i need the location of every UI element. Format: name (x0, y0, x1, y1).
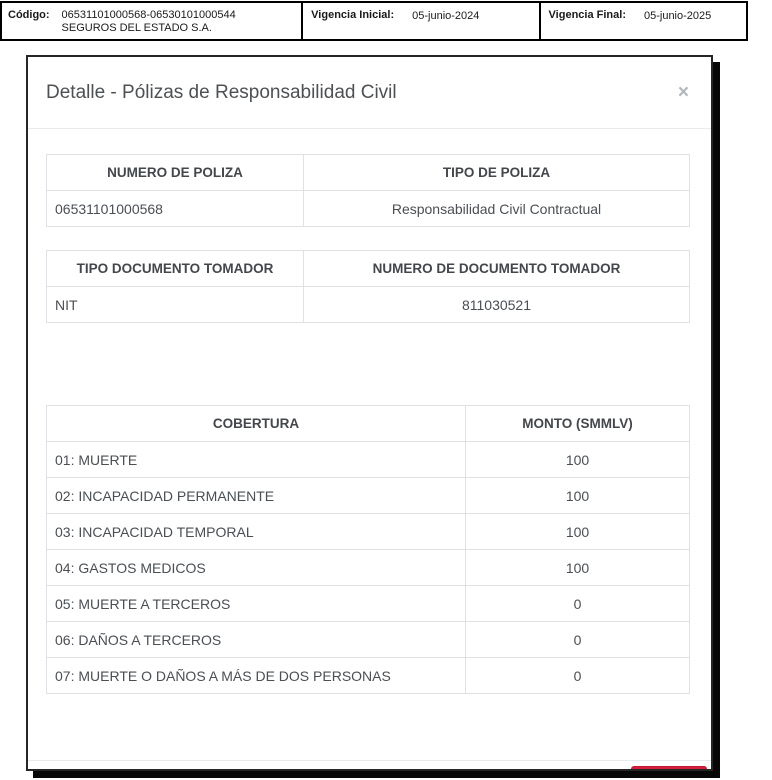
col-header-numero-poliza: NUMERO DE POLIZA (47, 155, 304, 191)
vigencia-inicial-cell (301, 3, 538, 39)
document-header (0, 1, 748, 41)
modal-footer (28, 760, 711, 771)
vigencia-final-cell (539, 3, 746, 39)
table-row (47, 191, 690, 227)
tipo-poliza-value: Responsabilidad Civil Contractual (304, 191, 690, 227)
col-header-monto: MONTO (SMMLV) (466, 406, 690, 442)
cobertura-label: 04: GASTOS MEDICOS (47, 550, 466, 586)
table-row (47, 442, 690, 478)
numero-documento-value: 811030521 (304, 287, 690, 323)
table-row (47, 287, 690, 323)
monto-value: 100 (466, 442, 690, 478)
insurer-name: SEGUROS DEL ESTADO S.A. (61, 22, 212, 34)
table-row (47, 478, 690, 514)
cobertura-label: 01: MUERTE (47, 442, 466, 478)
cobertura-label: 06: DAÑOS A TERCEROS (47, 622, 466, 658)
modal-header (28, 57, 711, 129)
monto-value: 100 (466, 514, 690, 550)
codigo-label: Código: (8, 9, 50, 21)
table-row (47, 586, 690, 622)
tomador-table (46, 250, 690, 323)
poliza-table (46, 154, 690, 227)
table-row (47, 622, 690, 658)
tipo-documento-value: NIT (47, 287, 304, 323)
monto-value: 0 (466, 586, 690, 622)
vigencia-inicial-value: 05-junio-2024 (412, 9, 480, 22)
cobertura-label: 05: MUERTE A TERCEROS (47, 586, 466, 622)
cobertura-label: 03: INCAPACIDAD TEMPORAL (47, 514, 466, 550)
monto-value: 100 (466, 550, 690, 586)
monto-value: 0 (466, 622, 690, 658)
cobertura-label: 02: INCAPACIDAD PERMANENTE (47, 478, 466, 514)
table-row (47, 514, 690, 550)
monto-value: 100 (466, 478, 690, 514)
footer-close-button[interactable] (631, 766, 707, 771)
col-header-numero-documento: NUMERO DE DOCUMENTO TOMADOR (304, 251, 690, 287)
table-row (47, 550, 690, 586)
table-header-row (47, 251, 690, 287)
codigo-number: 06531101000568-06530101000544 (61, 9, 236, 21)
codigo-value-block (62, 9, 236, 35)
cobertura-table (46, 405, 690, 694)
close-icon[interactable]: × (677, 82, 689, 103)
vigencia-final-value: 05-junio-2025 (643, 9, 712, 22)
vigencia-inicial-label: Vigencia Inicial: (311, 9, 395, 21)
modal-title: Detalle - Pólizas de Responsabilidad Civil (46, 81, 397, 103)
codigo-cell (2, 3, 301, 39)
table-header-row (47, 406, 690, 442)
table-row (47, 658, 690, 694)
col-header-cobertura: COBERTURA (47, 406, 466, 442)
modal-body (28, 129, 711, 760)
monto-value: 0 (466, 658, 690, 694)
col-header-tipo-poliza: TIPO DE POLIZA (304, 155, 690, 191)
vigencia-final-label: Vigencia Final: (548, 9, 626, 21)
policy-detail-modal (26, 55, 713, 771)
numero-poliza-value: 06531101000568 (47, 191, 304, 227)
col-header-tipo-documento: TIPO DOCUMENTO TOMADOR (47, 251, 304, 287)
cobertura-label: 07: MUERTE O DAÑOS A MÁS DE DOS PERSONAS (47, 658, 466, 694)
table-header-row (47, 155, 690, 191)
